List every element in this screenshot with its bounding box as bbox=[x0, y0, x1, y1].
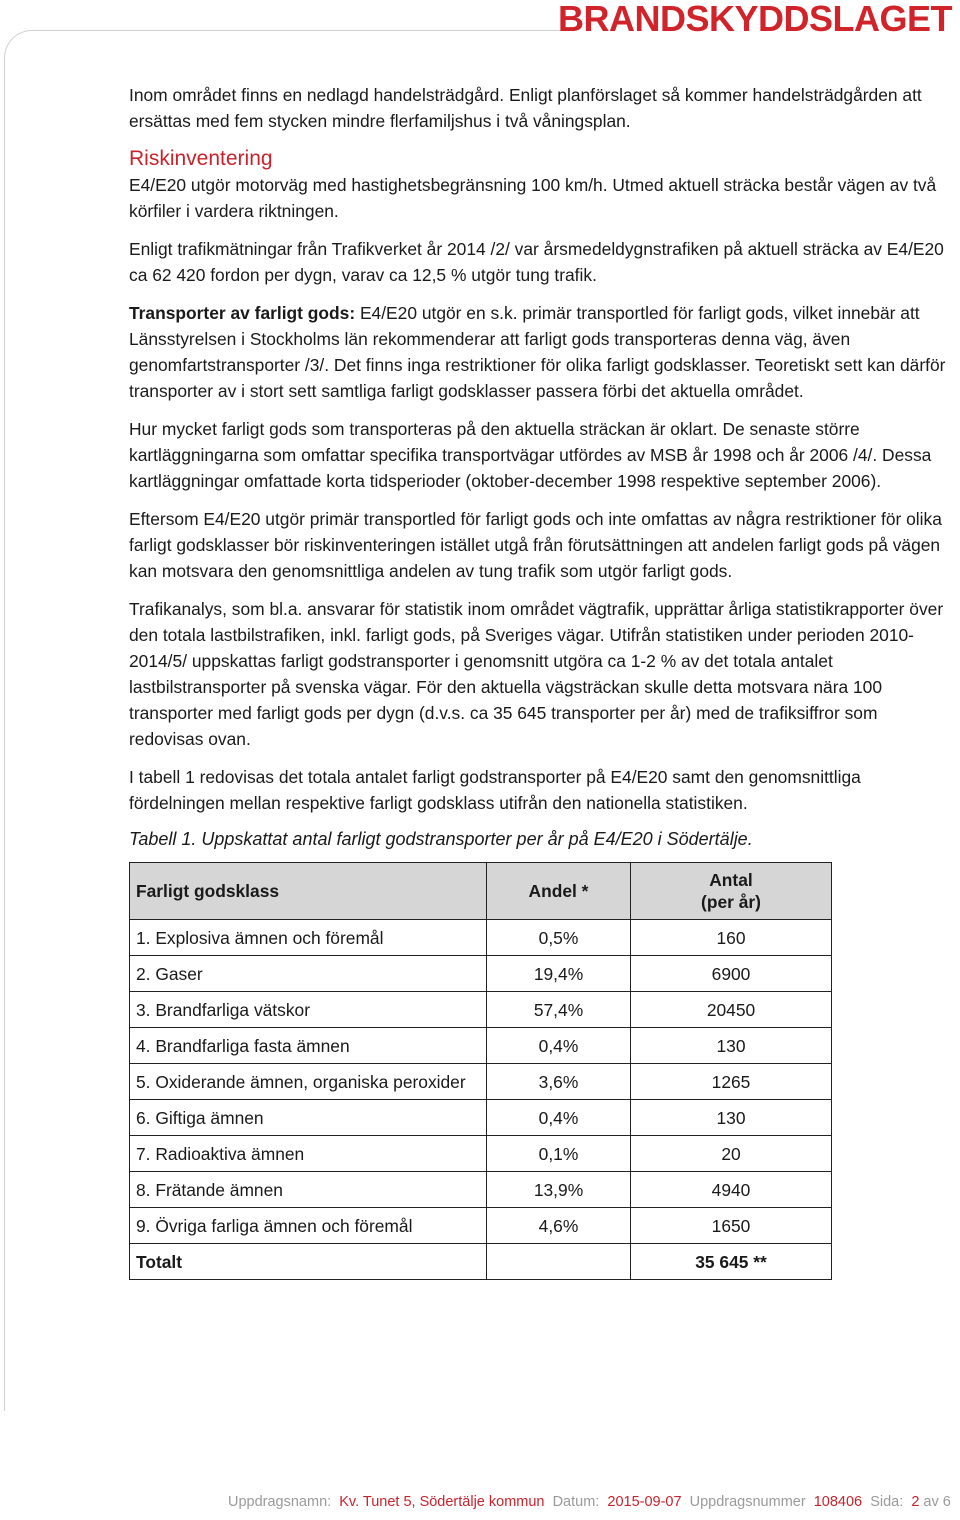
table-row: 4. Brandfarliga fasta ämnen 0,4% 130 bbox=[130, 1028, 832, 1064]
table-row: 1. Explosiva ämnen och föremål 0,5% 160 bbox=[130, 920, 832, 956]
table-row: 7. Radioaktiva ämnen 0,1% 20 bbox=[130, 1136, 832, 1172]
assignment-name: Kv. Tunet 5, Södertälje kommun bbox=[339, 1494, 545, 1510]
paragraph-transport bbox=[129, 300, 951, 404]
document-body bbox=[129, 82, 951, 1280]
table-row: 8. Frätande ämnen 13,9% 4940 bbox=[130, 1172, 832, 1208]
table-row: 3. Brandfarliga vätskor 57,4% 20450 bbox=[130, 992, 832, 1028]
paragraph-table-intro: I tabell 1 redovisas det totala antalet farligt godstransporter på E4/E20 samt den genomsnittliga fördelningen mellan respektive farligt godsklass utifrån den nationella statistiken. bbox=[129, 767, 861, 813]
header-count: Antal (per år) bbox=[631, 863, 832, 920]
paragraph-intro: Inom området finns en nedlagd handelsträdgård. Enligt planförslaget så kommer handelsträdgården att ersättas med fem stycken mindre flerfamiljshus i två våningsplan. bbox=[129, 85, 922, 131]
table-total-row: Totalt 35 645 ** bbox=[130, 1244, 832, 1280]
brand-logo: BRANDSKYDDSLAGET bbox=[557, 0, 952, 39]
goods-table bbox=[129, 862, 832, 1280]
transport-label: Transporter av farligt gods: bbox=[129, 303, 356, 323]
transport-text: E4/E20 utgör en s.k. primär transportled för farligt gods, vilket innebär att Länsstyrelsen i Stockholms län rekommenderar att farligt gods transporteras denna väg, även genomfartstransporter /3/. Det finns inga restriktioner för olika farligt godsklasser. Teoretiskt sett kan därför transporter av i stort sett samtliga farligt godsklasser passera förbi det aktuella området. bbox=[129, 303, 946, 401]
table-row: 9. Övriga farliga ämnen och föremål 4,6% 1650 bbox=[130, 1208, 832, 1244]
paragraph-road: E4/E20 utgör motorväg med hastighetsbegränsning 100 km/h. Utmed aktuell sträcka består vägen av två körfiler i vardera riktningen. bbox=[129, 175, 937, 221]
table-row: 2. Gaser 19,4% 6900 bbox=[130, 956, 832, 992]
header-share: Andel * bbox=[487, 863, 631, 920]
table-caption: Tabell 1. Uppskattat antal farligt godstransporter per år på E4/E20 i Södertälje. bbox=[129, 829, 753, 849]
page-number: 2 bbox=[911, 1494, 920, 1510]
paragraph-mapping: Hur mycket farligt gods som transporteras på den aktuella sträckan är oklart. De senaste större kartläggningarna som omfattar specifika transportvägar utfördes av MSB år 1998 och år 2006 /4/. Dessa kartläggningar omfattade korta tidsperioder (oktober-december 1998 respektive september 2006). bbox=[129, 419, 932, 491]
document-date: 2015-09-07 bbox=[607, 1494, 682, 1510]
assignment-number: 108406 bbox=[813, 1494, 863, 1510]
section-heading: Riskinventering bbox=[129, 147, 273, 170]
paragraph-traffic: Enligt trafikmätningar från Trafikverket år 2014 /2/ var årsmedeldygnstrafiken på aktuell sträcka av E4/E20 ca 62 420 fordon per dygn, varav ca 12,5 % utgör tung trafik. bbox=[129, 239, 944, 285]
table-row: 6. Giftiga ämnen 0,4% 130 bbox=[130, 1100, 832, 1136]
header-class: Farligt godsklass bbox=[130, 863, 487, 920]
table-header-row bbox=[130, 863, 832, 920]
paragraph-assumption: Eftersom E4/E20 utgör primär transportled för farligt gods och inte omfattas av några restriktioner för olika farligt godsklasser bör riskinventeringen istället utgå från förutsättningen att andelen farligt gods på vägen kan motsvara den genomsnittliga andelen av tung trafik som utgör farligt gods. bbox=[129, 509, 942, 581]
table-row: 5. Oxiderande ämnen, organiska peroxider 3,6% 1265 bbox=[130, 1064, 832, 1100]
paragraph-statistics: Trafikanalys, som bl.a. ansvarar för statistik inom området vägtrafik, upprättar årliga statistikrapporter över den totala lastbilstrafiken, inkl. farligt gods, på Sveriges vägar. Utifrån statistiken under perioden 2010-2014/5/ uppskattas farligt godstransporter i genomsnitt utgöra ca 1-2 % av det totala antalet lastbilstransporter på svenska vägar. För den aktuella vägsträckan skulle detta motsvara nära 100 transporter med farligt gods per dygn (d.v.s. ca 35 645 transporter per år) med de trafiksiffror som redovisas ovan. bbox=[129, 599, 944, 749]
page-footer: Uppdragsnamn: Kv. Tunet 5, Södertälje kommun Datum: 2015-09-07 Uppdragsnummer 108406 Sida: 2 av 6 bbox=[228, 1494, 951, 1510]
